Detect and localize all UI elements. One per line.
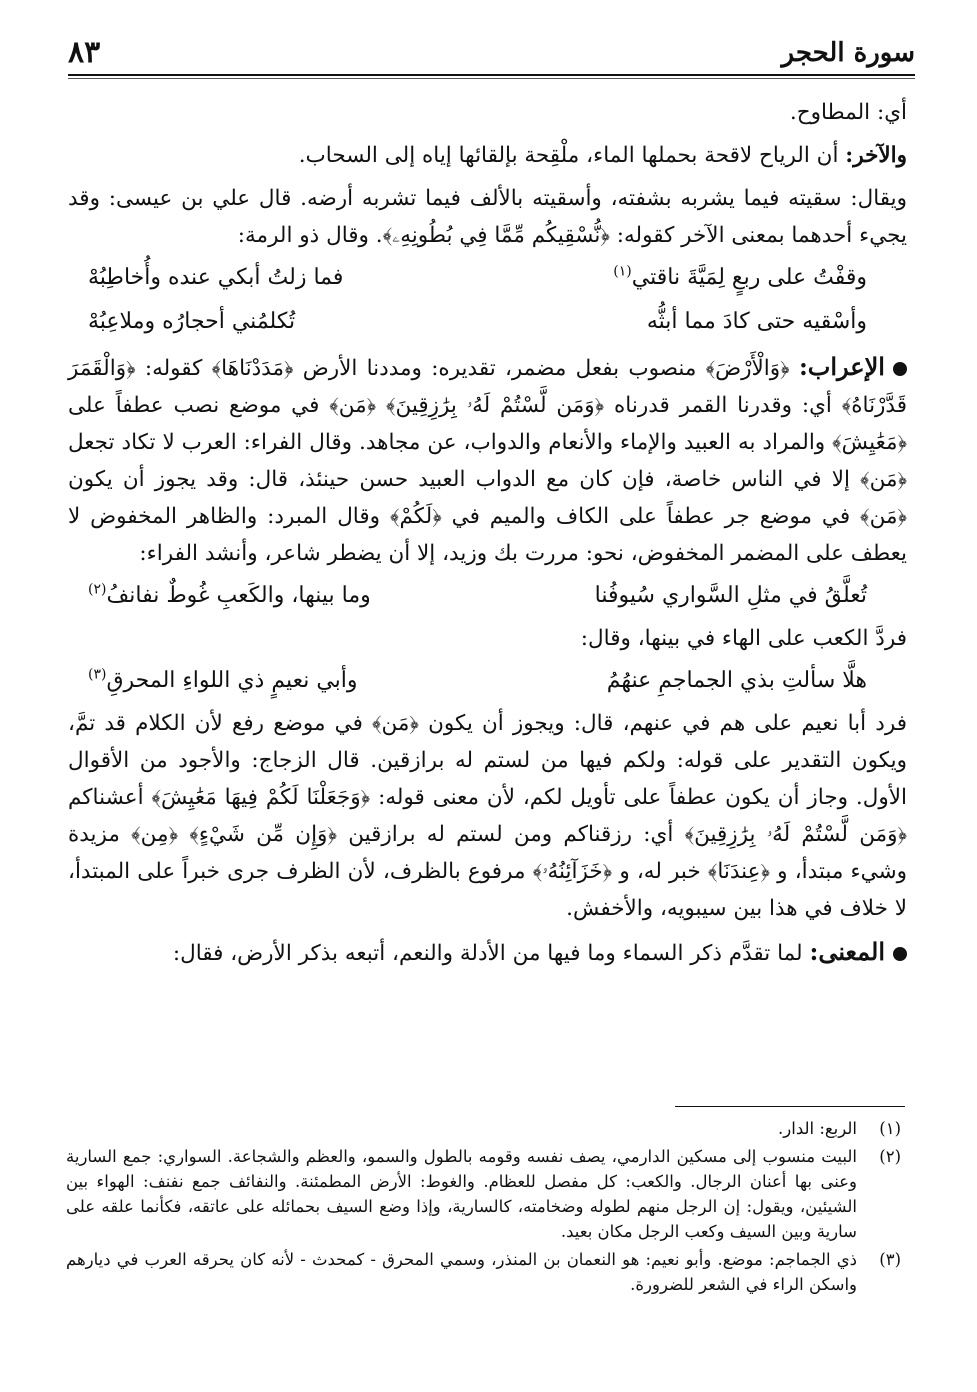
irab-text: ﴿وَالْأَرْضَ﴾ منصوب بفعل مضمر، تقديره: ومددنا الأرض ﴿مَدَدْنَاهَا﴾ كقوله: ﴿وَالْقَمَرَ قَدَّرْنَاهُ﴾ أي: وقدرنا القمر قدرناه ﴿وَمَن لَّسْتُمْ لَهُۥ بِرَٰزِقِينَ﴾ ﴿مَن﴾ في موضع نصب عطفاً على ﴿مَعَٰيِشَ﴾ والمراد به العبيد والإماء والأنعام والدواب، عن مجاهد. وقال الفراء: العرب لا تكاد تجعل ﴿مَن﴾ إلا في الناس خاصة، فإن كان مع الدواب العبيد حسن حينئذ، قال: وقد يجوز أن يكون ﴿مَن﴾ في موضع جر عطفاً على الكاف والميم في ﴿لَكُمْ﴾ وقال المبرد: والظاهر المخفوض لا يعطف على المضمر المخفوض، نحو: مررت بك وزيد، إلا أن يضطر شاعر، وأنشد الفراء: <box>68 356 907 566</box>
footnote-separator <box>675 1106 905 1107</box>
bullet-icon <box>893 362 907 376</box>
verse-4-first-hemistich: هلَّا سألتِ بذي الجماجمِ عنهُمُ <box>606 668 867 693</box>
footnote-number: (٣) <box>879 1250 901 1269</box>
footnote-item <box>66 1144 901 1244</box>
alakhar-label: والآخر: <box>845 143 907 168</box>
alakhar-text: أن الرياح لاقحة بحملها الماء، ملْقِحة بإلقائها إياه إلى السحاب. <box>298 143 839 168</box>
paragraph-abu-nuaim: فرد أبا نعيم على هم في عنهم، قال: ويجوز أن يكون ﴿مَن﴾ في موضع رفع لأن الكلام قد تمَّ، ويكون التقدير على قوله: ولكم فيها من لستم له برازقين. قال الزجاج: والأجود من الأقوال الأول. وجاز أن يكون عطفاً على تأويل لكم، لأن معنى قوله: ﴿وَجَعَلْنَا لَكُمْ فِيهَا مَعَٰيِشَ﴾ أعشناكم ﴿وَمَن لَّسْتُمْ لَهُۥ بِرَٰزِقِينَ﴾ أي: رزقناكم ومن لستم له برازقين ﴿وَإِن مِّن شَيْءٍ﴾ ﴿مِن﴾ مزيدة وشيء مبتدأ، و ﴿عِندَنَا﴾ خبر له، و ﴿خَزَآئِنُهُۥ﴾ مرفوع بالظرف، لأن الظرف جرى خبراً على المبتدأ، لا خلاف في هذا بين سيبويه، والأخفش. <box>68 711 907 921</box>
footnote-number: (٢) <box>879 1147 901 1166</box>
footnote-item <box>66 1116 901 1141</box>
line-alakhar <box>68 137 907 174</box>
verse-2-second-hemistich: تُكلمُني أحجارُه وملاعِبُهْ <box>88 309 296 334</box>
footnote-text: البيت منسوب إلى مسكين الدارمي، يصف نفسه وقومه بالطول والسمو، والعظم والشجاعة. السواري: جمع السارية وعنى بها أعنان الرجال. والكعب: كل مفصل للعظام. والغوط: الأرض المطمئنة. والنفائف جمع نفنف: الهواء بين الشيئين، ويقول: إن الرجل منهم لطوله وضخامته، كالسارية، وإذا وضع السيف بحمائله على عاتقه، فكأنما علقه على سارية وبين السيف وكعب الرجل مكان بعيد. <box>66 1147 857 1241</box>
verse-2-first-hemistich: وأسْقيه حتى كادَ مما أبثُّه <box>646 309 867 334</box>
irab-section <box>68 348 907 572</box>
chapter-title: سورة الحجر <box>781 38 915 68</box>
header-rule-thin <box>68 78 915 79</box>
footnote-text: الربع: الدار. <box>778 1119 857 1138</box>
footnote-ref-3: (٣) <box>88 666 107 683</box>
verse-1-first-hemistich: وقفْتُ على ربعٍ لِمَيَّةَ ناقتي <box>631 265 867 290</box>
main-text <box>68 94 907 972</box>
footnote-text: ذي الجماجم: موضع. وأبو نعيم: هو النعمان بن المنذر، وسمي المحرق - كمحدث - لأنه كان يحرقه العرب في ديارهم واسكن الراء في الشعر للضرورة. <box>66 1250 857 1294</box>
irab-heading: الإعراب: <box>798 352 885 381</box>
header-rule <box>68 74 915 76</box>
verse-line-4 <box>88 661 867 701</box>
verse-line-3 <box>88 576 867 616</box>
verse-4-second-hemistich: وأبي نعيمٍ ذي اللواءِ المحرقِ <box>106 668 358 693</box>
verse-3-first-hemistich: تُعلَّقُ في مثلِ السَّواري سُيوفُنا <box>594 583 867 608</box>
footnote-ref-2: (٢) <box>88 581 107 598</box>
bullet-icon <box>893 947 907 961</box>
footnote-number: (١) <box>879 1119 901 1138</box>
paragraph-radd-kaab: فردَّ الكعب على الهاء في بينها، وقال: <box>580 626 907 651</box>
footnote-ref-1: (١) <box>613 263 632 280</box>
verse-3-second-hemistich: وما بينها، والكَعبِ غُوطٌ نفانفُ <box>106 583 371 608</box>
verse-line-1 <box>88 258 867 298</box>
mana-heading: المعنى: <box>809 937 885 966</box>
line-matawih: أي: المطاوح. <box>789 100 907 125</box>
verse-1-second-hemistich: فما زلتُ أبكي عنده وأُخاطِبُهْ <box>88 265 344 290</box>
page-header <box>68 32 915 68</box>
footnote-item <box>66 1247 901 1297</box>
verse-line-2 <box>88 302 867 342</box>
page-number: ٨٣ <box>68 35 101 70</box>
mana-section <box>68 933 907 972</box>
mana-text: لما تقدَّم ذكر السماء وما فيها من الأدلة والنعم، أتبعه بذكر الأرض، فقال: <box>172 941 803 966</box>
paragraph-saqaytuh: ويقال: سقيته فيما يشربه بشفته، وأسقيته بالألف فيما تشربه أرضه. قال علي بن عيسى: وقد يجيء أحدهما بمعنى الآخر كقوله: ﴿نُّسْقِيكُم مِّمَّا فِي بُطُونِهِۦ﴾. وقال ذو الرمة: <box>68 186 907 248</box>
footnotes <box>66 1116 901 1300</box>
